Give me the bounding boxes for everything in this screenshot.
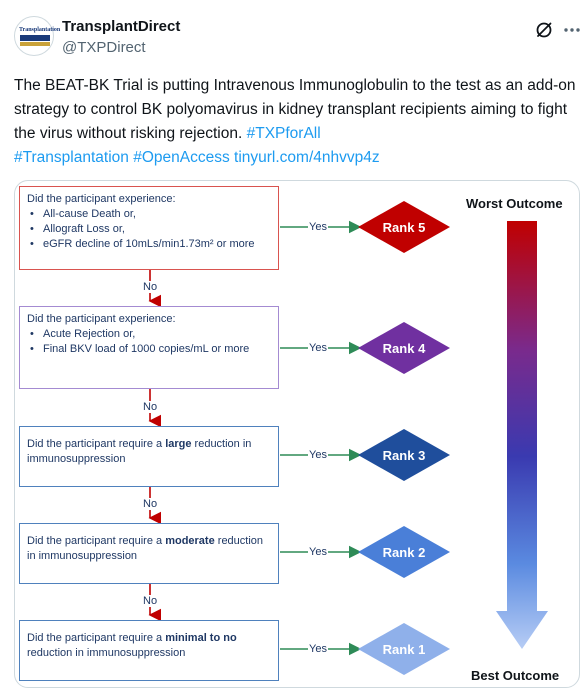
hashtag-openaccess[interactable]: #OpenAccess xyxy=(133,149,230,166)
yes-label-3: Yes xyxy=(309,449,327,461)
question-2-item: • Final BKV load of 1000 copies/mL or more xyxy=(27,342,271,357)
rank-3 xyxy=(354,429,454,481)
question-4-text-end: reduction in immunosuppression xyxy=(27,535,264,562)
question-1-item: • Allograft Loss or, xyxy=(27,222,271,237)
author-handle[interactable]: @TXPDirect xyxy=(62,39,146,56)
grok-icon[interactable] xyxy=(534,20,554,40)
rank-3-label: Rank 3 xyxy=(382,447,426,463)
question-box-3 xyxy=(19,426,279,487)
question-box-2 xyxy=(19,306,279,389)
question-2-item: • Acute Rejection or, xyxy=(27,327,271,342)
yes-label-5: Yes xyxy=(309,643,327,655)
question-3-emphasis: large xyxy=(165,438,192,450)
more-options-icon[interactable] xyxy=(562,20,582,40)
question-5-text: Did the participant require a xyxy=(27,632,166,644)
question-1-item: • eGFR decline of 10mLs/min1.73m² or more xyxy=(27,237,271,252)
tweet-text xyxy=(14,74,579,170)
rank-1-label: Rank 1 xyxy=(382,641,426,657)
avatar-logo-stripe xyxy=(20,42,50,46)
rank-2-label: Rank 2 xyxy=(382,544,426,560)
yes-label-1: Yes xyxy=(309,221,327,233)
yes-label-4: Yes xyxy=(309,546,327,558)
hashtag-txpforall[interactable]: #TXPforAll xyxy=(246,125,321,142)
outcome-gradient-arrow xyxy=(496,221,548,649)
rank-5-label: Rank 5 xyxy=(382,219,426,235)
no-label-1: No xyxy=(143,281,158,293)
tweet-header xyxy=(0,0,587,70)
author-name[interactable]: TransplantDirect xyxy=(62,18,181,35)
rank-2 xyxy=(354,526,454,578)
question-3-text-end: reduction in immunosuppression xyxy=(27,438,252,465)
question-box-1 xyxy=(19,186,279,270)
question-1-item: • All-cause Death or, xyxy=(27,207,271,222)
tweet-link[interactable]: tinyurl.com/4nhvvp4z xyxy=(234,149,380,166)
best-outcome-label: Best Outcome xyxy=(471,668,560,683)
no-label-4: No xyxy=(143,595,158,607)
no-label-2: No xyxy=(143,401,158,413)
question-5-text-end: reduction in immunosuppression xyxy=(27,647,186,659)
question-4-emphasis: moderate xyxy=(165,535,215,547)
question-box-5 xyxy=(19,620,279,681)
avatar[interactable] xyxy=(14,16,61,56)
question-1-title: Did the participant experience: xyxy=(27,193,176,205)
rank-4-label: Rank 4 xyxy=(382,340,426,356)
worst-outcome-label: Worst Outcome xyxy=(466,196,563,211)
tweet-body: The BEAT-BK Trial is putting Intravenous Immunoglobulin to the test as an add-on strategy to control BK polyomavirus in kidney transplant recipients aiming to fight the virus without risking rejection. xyxy=(14,77,576,142)
avatar-logo-bar xyxy=(20,35,50,41)
question-5-emphasis: minimal to no xyxy=(165,632,237,644)
rank-1 xyxy=(354,623,454,675)
hashtag-transplantation[interactable]: #Transplantation xyxy=(14,149,129,166)
tweet-image-card[interactable] xyxy=(14,180,580,688)
no-label-3: No xyxy=(143,498,158,510)
question-3-text: Did the participant require a xyxy=(27,438,166,450)
question-2-title: Did the participant experience: xyxy=(27,313,176,325)
avatar-logo-text: Transplantation xyxy=(19,27,61,33)
rank-4 xyxy=(354,322,454,374)
yes-label-2: Yes xyxy=(309,342,327,354)
question-box-4 xyxy=(19,523,279,584)
rank-5 xyxy=(354,201,454,253)
question-4-text: Did the participant require a xyxy=(27,535,166,547)
